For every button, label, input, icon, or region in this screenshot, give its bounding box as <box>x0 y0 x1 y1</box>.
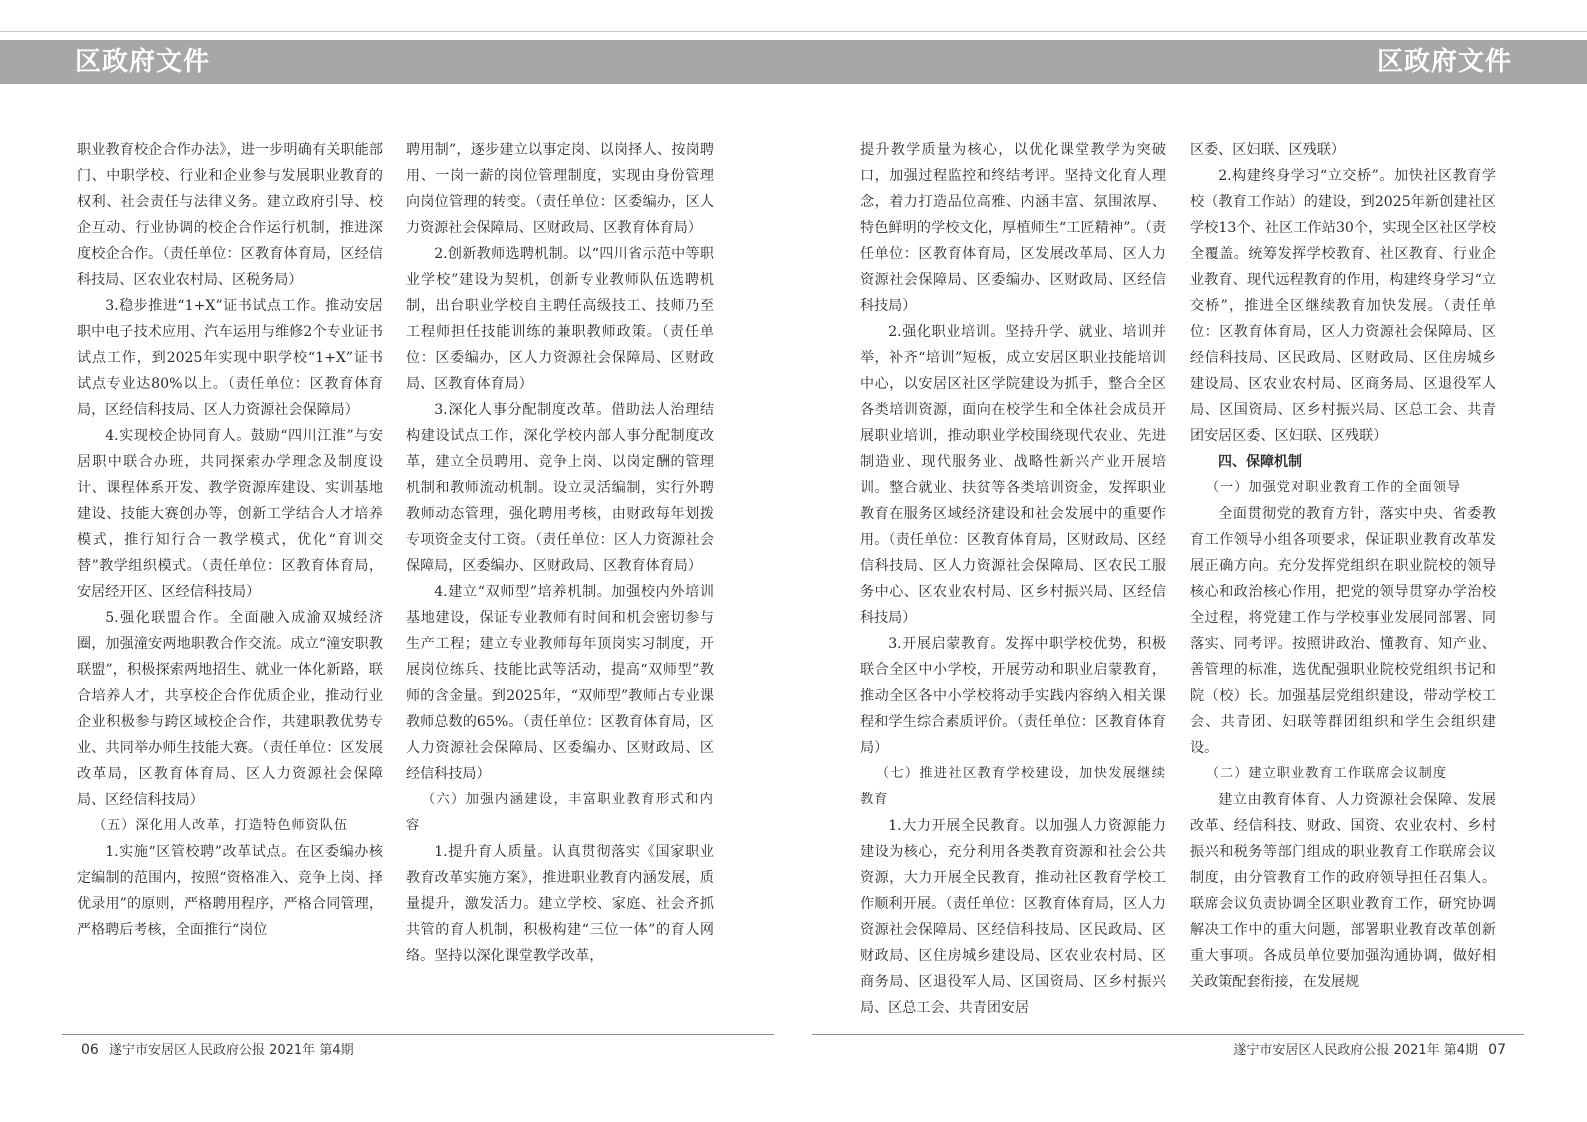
footer-rule-right <box>812 1034 1524 1035</box>
subheading: （七）推进社区教育学校建设，加快发展继续教育 <box>860 766 1166 807</box>
paragraph: 建立由教育体育、人力资源社会保障、发展改革、经信科技、财政、国资、农业农村、乡村振兴和税务等部门组成的职业教育工作联席会议制度，由分管教育工作的政府领导担任召集人。联席会议负责协调全区职业教育工作，研究协调解决工作中的重大问题，部署职业教育改革创新重大事项。各成员单位要加强沟通协调，做好相关政策配套衔接，在发展规 <box>1190 792 1496 990</box>
paragraph: 职业教育校企合作办法》，进一步明确有关职能部门、中职学校、行业和企业参与发展职业教育的权利、社会责任与法律义务。建立政府引导、校企互动、行业协调的校企合作运行机制，推进深度校企合作。（责任单位：区教育体育局，区经信科技局、区农业农村局、区税务局） <box>77 142 383 288</box>
paragraph: 3.深化人事分配制度改革。借助法人治理结构建设试点工作，深化学校内部人事分配制度改革，建立全员聘用、竞争上岗、以岗定酬的管理机制和教师流动机制。设立灵活编制，实行外聘教师动态管理，强化聘用考核，由财政每年划拨专项资金支付工资。（责任单位：区人力资源社会保障局，区委编办、区财政局、区教育体育局） <box>406 402 714 574</box>
text-column-1 <box>77 137 383 1025</box>
subheading: （二）建立职业教育工作联席会议制度 <box>1205 766 1448 781</box>
text-column-2 <box>406 137 714 1025</box>
paragraph: 聘用制”，逐步建立以事定岗、以岗择人、按岗聘用、一岗一薪的岗位管理制度，实现由身份管理向岗位管理的转变。（责任单位：区委编办，区人力资源社会保障局、区财政局、区教育体育局） <box>406 142 714 236</box>
right-header-title: 区政府文件 <box>1376 47 1512 77</box>
paragraph: 1.提升育人质量。认真贯彻落实《国家职业教育改革实施方案》，推进职业教育内涵发展，质量提升，激发活力。建立学校、家庭、社会齐抓共管的育人机制，积极构建“三位一体”的育人网络。坚持以深化课堂教学改革， <box>406 844 714 964</box>
text-column-3 <box>860 137 1166 1025</box>
footer-publication-left: 遂宁市安居区人民政府公报 2021年 第4期 <box>108 1043 354 1058</box>
page-number-right: 07 <box>1488 1042 1506 1058</box>
paragraph: 1.大力开展全民教育。以加强人力资源能力建设为核心，充分利用各类教育资源和社会公共资源，大力开展全民教育，推动社区教育学校工作顺利开展。（责任单位：区教育体育局，区人力资源社会保障局、区经信科技局、区民政局、区财政局、区住房城乡建设局、区农业农村局、区商务局、区退役军人局、区国资局、区乡村振兴局、区总工会、共青团安居 <box>860 818 1166 1016</box>
subheading: （五）深化用人改革，打造特色师资队伍 <box>92 818 349 833</box>
top-rule <box>0 31 1587 32</box>
paragraph: 3.稳步推进“1+X”证书试点工作。推动安居职中电子技术应用、汽车运用与维修2个专业证书试点工作，到2025年实现中职学校“1+X”证书试点专业达80%以上。（责任单位：区教育体育局，区经信科技局、区人力资源社会保障局） <box>77 298 383 418</box>
subheading: （六）加强内涵建设，丰富职业教育形式和内容 <box>406 792 714 833</box>
paragraph: 全面贯彻党的教育方针，落实中央、省委教育工作领导小组各项要求，保证职业教育改革发展正确方向。充分发挥党组织在职业院校的领导核心和政治核心作用，把党的领导贯穿办学治校全过程，将党建工作与学校事业发展同部署、同落实、同考评。按照讲政治、懂教育、知产业、善管理的标准，选优配强职业院校党组织书记和院（校）长。加强基层党组织建设，带动学校工会、共青团、妇联等群团组织和学生会组织建设。 <box>1190 506 1496 756</box>
footer-rule-left <box>62 1034 774 1035</box>
paragraph: 4.建立“双师型”培养机制。加强校内外培训基地建设，保证专业教师有时间和机会密切参与生产工程；建立专业教师每年顶岗实习制度，开展岗位练兵、技能比武等活动，提高“双师型”教师的含金量。到2025年，“双师型”教师占专业课教师总数的65%。（责任单位：区教育体育局，区人力资源社会保障局、区委编办、区财政局、区经信科技局） <box>406 584 714 782</box>
paragraph: 2.构建终身学习“立交桥”。加快社区教育学校（教育工作站）的建设，到2025年新创建社区学校13个、社区工作站30个，实现全区社区学校全覆盖。统筹发挥学校教育、社区教育、行业企业教育、现代远程教育的作用，构建终身学习“立交桥”，推进全区继续教育加快发展。（责任单位：区教育体育局，区人力资源社会保障局、区经信科技局、区民政局、区财政局、区住房城乡建设局、区农业农村局、区商务局、区退役军人局、区国资局、区乡村振兴局、区总工会、共青团安居区委、区妇联、区残联） <box>1190 168 1496 444</box>
left-header-title: 区政府文件 <box>75 47 211 77</box>
section-heading: 四、保障机制 <box>1218 454 1302 470</box>
paragraph: 4.实现校企协同育人。鼓励“四川江淮”与安居职中联合办班，共同探索办学理念及制度设计、课程体系开发、教学资源库建设、实训基地建设、技能大赛创办等，创新工学结合人才培养模式，推行知行合一教学模式，优化“育训交替”教学组织模式。（责任单位：区教育体育局，安居经开区、区经信科技局） <box>77 428 383 600</box>
footer-right <box>1233 1040 1512 1061</box>
subheading: （一）加强党对职业教育工作的全面领导 <box>1205 480 1462 495</box>
footer-left <box>75 1040 354 1061</box>
paragraph: 2.强化职业培训。坚持升学、就业、培训并举，补齐“培训”短板，成立安居区职业技能培训中心，以安居区社区学院建设为抓手，整合全区各类培训资源，面向在校学生和全体社会成员开展职业培训，推动职业学校围绕现代农业、先进制造业、现代服务业、战略性新兴产业开展培训。整合就业、扶贫等各类培训资金，发挥职业教育在服务区域经济建设和社会发展中的重要作用。（责任单位：区教育体育局，区财政局、区经信科技局、区人力资源社会保障局、区农民工服务中心、区农业农村局、区乡村振兴局、区经信科技局） <box>860 324 1166 626</box>
paragraph: 3.开展启蒙教育。发挥中职学校优势，积极联合全区中小学校，开展劳动和职业启蒙教育，推动全区各中小学校将动手实践内容纳入相关课程和学生综合素质评价。（责任单位：区教育体育局） <box>860 636 1166 756</box>
paragraph: 提升教学质量为核心，以优化课堂教学为突破口，加强过程监控和终结考评。坚持文化育人理念，着力打造品位高雅、内涵丰富、氛围浓厚、特色鲜明的学校文化，厚植师生“工匠精神”。（责任单位：区教育体育局，区发展改革局、区人力资源社会保障局、区委编办、区财政局、区经信科技局） <box>860 142 1166 314</box>
page-number-left: 06 <box>81 1042 99 1058</box>
footer-publication-right: 遂宁市安居区人民政府公报 2021年 第4期 <box>1233 1043 1479 1058</box>
paragraph: 5.强化联盟合作。全面融入成渝双城经济圈，加强潼安两地职教合作交流。成立“潼安职教联盟”，积极探索两地招生、就业一体化新路，联合培养人才，共享校企合作优质企业，推动行业企业积极参与跨区域校企合作，共建职教优势专业、共同举办师生技能大赛。（责任单位：区发展改革局，区教育体育局、区人力资源社会保障局、区经信科技局） <box>77 610 383 808</box>
text-column-4 <box>1190 137 1496 1025</box>
header-banner <box>0 40 1587 84</box>
paragraph: 区委、区妇联、区残联） <box>1190 142 1346 158</box>
paragraph: 2.创新教师选聘机制。以“四川省示范中等职业学校”建设为契机，创新专业教师队伍选聘机制，出台职业学校自主聘任高级技工、技师乃至工程师担任技能训练的兼职教师政策。（责任单位：区委编办，区人力资源社会保障局、区财政局、区教育体育局） <box>406 246 714 392</box>
paragraph: 1.实施“区管校聘”改革试点。在区委编办核定编制的范围内，按照“资格准入、竞争上岗、择优录用”的原则，严格聘用程序，严格合同管理，严格聘后考核，全面推行“岗位 <box>77 844 383 938</box>
